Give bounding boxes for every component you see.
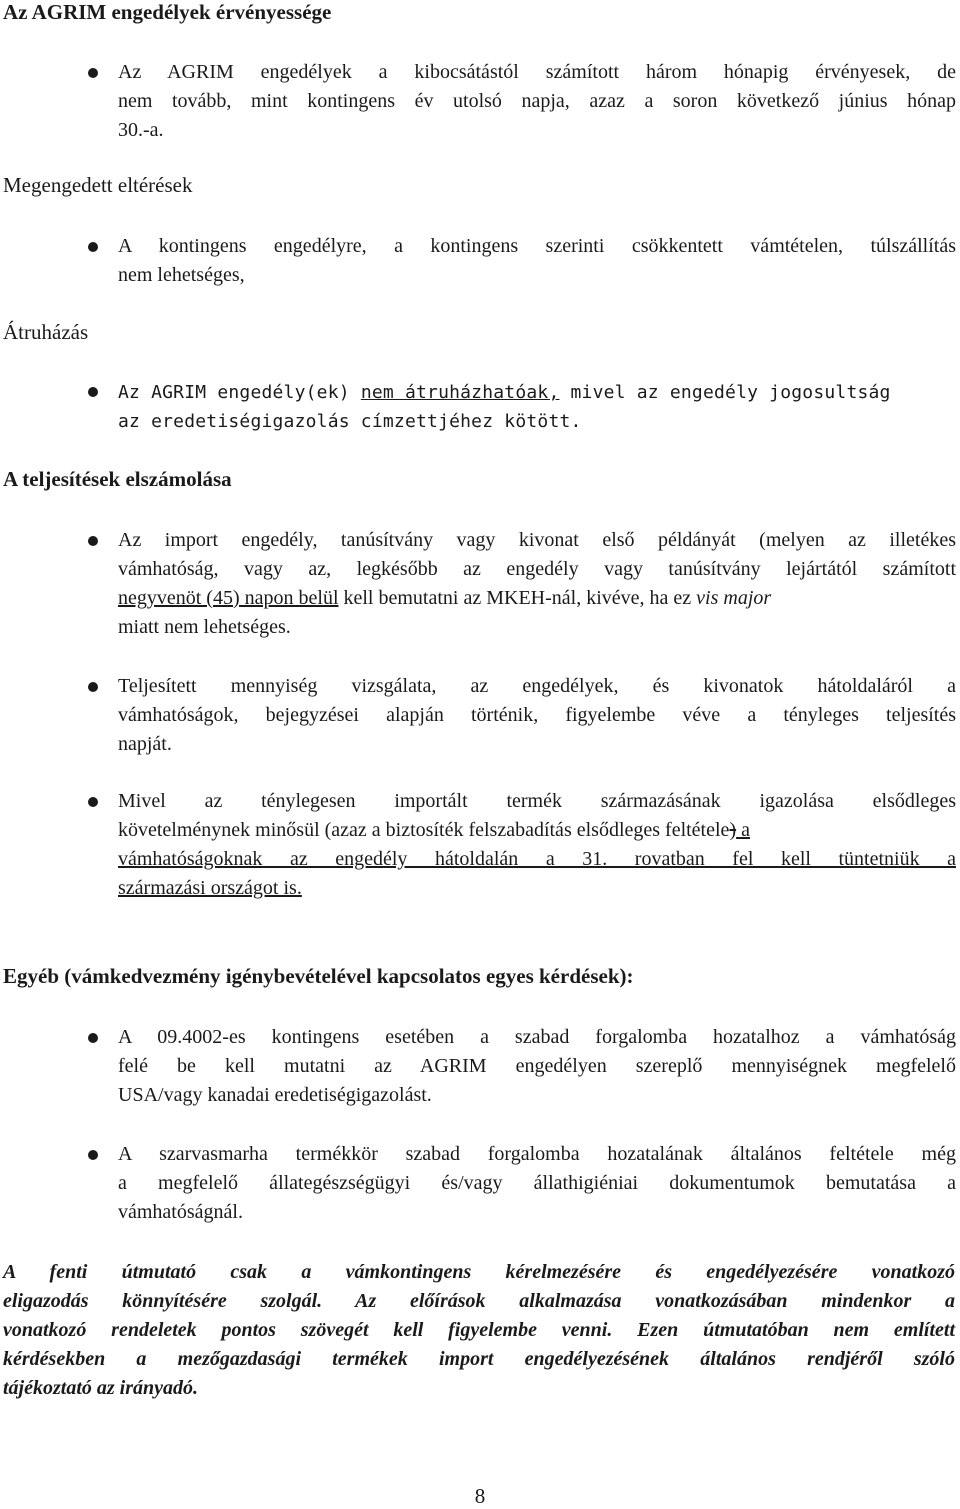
text-line: A 09.4002-es kontingens esetében a szabad forgalomba hozatalhoz a vámhatóság	[118, 1026, 956, 1048]
other-bullet-1	[118, 1023, 956, 1110]
bullet-icon	[88, 387, 98, 397]
text-span: kell bemutatni az MKEH-nál, kivéve, ha ez	[338, 587, 697, 609]
settlement-bullet-2	[118, 672, 956, 759]
deviations-bullet-1	[118, 232, 956, 290]
heading-other: Egyéb (vámkedvezmény igénybevételével kapcsolatos egyes kérdések):	[3, 964, 634, 988]
text-line	[118, 816, 956, 845]
text-line: Az import engedély, tanúsítvány vagy kivonat első példányát (melyen az illetékes	[118, 529, 956, 551]
bullet-icon	[88, 1150, 98, 1160]
text-line: miatt nem lehetséges.	[118, 616, 291, 638]
underlined-line: vámhatóságoknak az engedély hátoldalán a 31. rovatban fel kell tüntetniük a	[118, 848, 956, 870]
text-line: nem lehetséges,	[118, 264, 245, 286]
page-number: 8	[474, 1484, 486, 1508]
closing-note	[3, 1258, 955, 1403]
text-line: nem tovább, mint kontingens év utolsó napja, azaz a soron következő június hónap	[118, 90, 956, 112]
text-line: Az AGRIM engedélyek a kibocsátástól számított három hónapig érvényesek, de	[118, 61, 956, 83]
text-line: az eredetiségigazolás címzettjéhez kötött.	[118, 411, 582, 432]
heading-settlement: A teljesítések elszámolása	[3, 467, 232, 491]
bullet-icon	[88, 1033, 98, 1043]
underlined-line: származási országot is.	[118, 877, 302, 899]
text-span: követelménynek minősül (azaz a biztosíték felszabadítás elsődleges feltétele	[118, 819, 730, 841]
heading-validity: Az AGRIM engedélyek érvényessége	[3, 0, 332, 24]
bullet-icon	[88, 242, 98, 252]
bullet-icon	[88, 536, 98, 546]
other-bullet-2	[118, 1140, 956, 1227]
text-line: A szarvasmarha termékkör szabad forgalomba hozatalának általános feltétele még	[118, 1143, 956, 1165]
text-line: felé be kell mutatni az AGRIM engedélyen szereplő mennyiségnek megfelelő	[118, 1055, 956, 1077]
text-line: 30.-a.	[118, 119, 164, 141]
underlined-text: negyvenöt (45) napon belül	[118, 587, 339, 609]
settlement-bullet-3	[118, 787, 956, 903]
text-line	[118, 584, 956, 613]
italic-text: vis major	[696, 587, 772, 609]
text-line: kérdésekben a mezőgazdasági termékek import engedélyezésének általános rendjéről szóló	[3, 1348, 955, 1370]
underlined-text: a	[736, 819, 750, 841]
text-line: Mivel az ténylegesen importált termék származásának igazolása elsődleges	[118, 790, 956, 812]
text-line: napját.	[118, 733, 172, 755]
underlined-text: nem átruházhatóak,	[360, 382, 560, 403]
bullet-icon	[88, 68, 98, 78]
text-line: A kontingens engedélyre, a kontingens szerinti csökkentett vámtételen, túlszállítás	[118, 235, 956, 257]
text-line: A fenti útmutató csak a vámkontingens kérelmezésére és engedélyezésére vonatkozó	[3, 1261, 955, 1283]
text-line: vámhatóságnál.	[118, 1201, 243, 1223]
text-line: vámhatóságok, bejegyzései alapján történik, figyelembe véve a tényleges teljesítés	[118, 704, 956, 726]
text-span: Az AGRIM engedély(ek)	[118, 382, 361, 403]
transfer-bullet-1	[118, 378, 956, 436]
text-line: eligazodás könnyítésére szolgál. Az előírások alkalmazása vonatkozásában mindenkor a	[3, 1290, 955, 1312]
struck-text: )	[729, 819, 737, 841]
settlement-bullet-1	[118, 526, 956, 642]
heading-transfer: Átruházás	[3, 320, 89, 344]
text-line: vámhatóság, vagy az, legkésőbb az engedély vagy tanúsítvány lejártától számított	[118, 558, 956, 580]
validity-bullet-1	[118, 58, 956, 145]
text-line	[118, 378, 956, 407]
text-line: Teljesített mennyiség vizsgálata, az engedélyek, és kivonatok hátoldaláról a	[118, 675, 956, 697]
text-span: mivel az engedély jogosultság	[559, 382, 891, 403]
text-line: a megfelelő állategészségügyi és/vagy állathigiéniai dokumentumok bemutatása a	[118, 1172, 956, 1194]
bullet-icon	[88, 682, 98, 692]
text-line: USA/vagy kanadai eredetiségigazolást.	[118, 1084, 432, 1106]
bullet-icon	[88, 797, 98, 807]
text-line: tájékoztató az irányadó.	[3, 1377, 199, 1399]
heading-deviations: Megengedett eltérések	[3, 173, 193, 197]
text-line: vonatkozó rendeletek pontos szövegét kell figyelembe venni. Ezen útmutatóban nem említett	[3, 1319, 955, 1341]
